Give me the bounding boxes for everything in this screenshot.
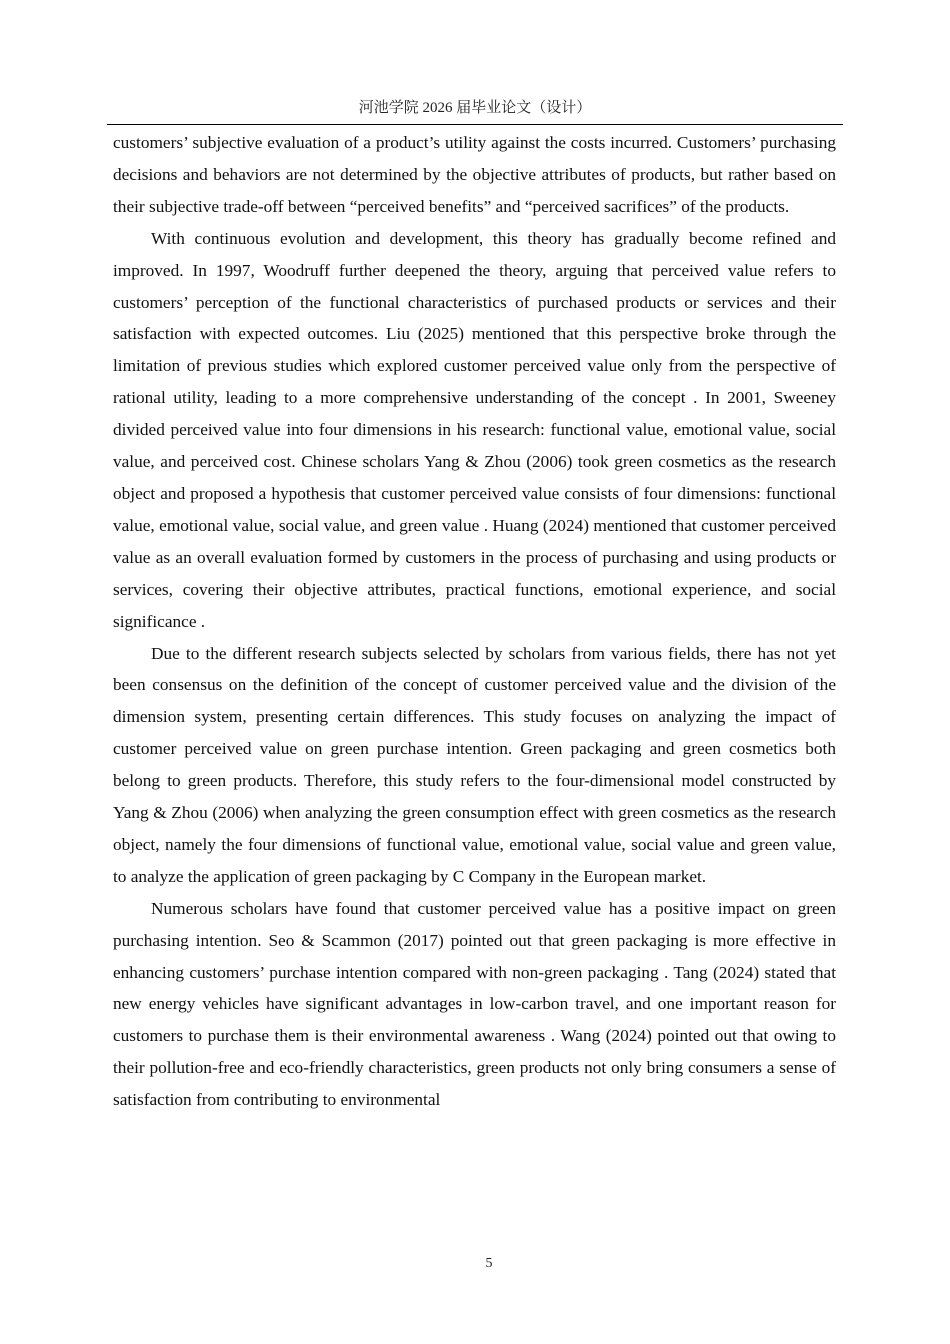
paragraph-dimension-model: Due to the different research subjects selected by scholars from various fields, there has not yet been consensus on the definition of the concept of customer perceived value and the division of the dimension system, presenting certain differences. This study focuses on analyzing the impact of customer perceived value on green purchase intention. Green packaging and green cosmetics both belong to green products. Therefore, this study refers to the four-dimensional model constructed by Yang & Zhou (2006) when analyzing the green consumption effect with green cosmetics as the research object, namely the four dimensions of functional value, emotional value, social value and green value, to analyze the application of green packaging by C Company in the European market. — [113, 643, 836, 886]
header-rule — [107, 124, 843, 125]
paragraph-continuation: customers’ subjective evaluation of a product’s utility against the costs incurred. Customers’ purchasing decisions and behaviors are not determined by the objective attributes of products, but rather based on their subjective trade-off between “perceived benefits” and “perceived sacrifices” of the products. — [113, 133, 836, 216]
body-text — [113, 127, 836, 1116]
page-number: 5 — [485, 1256, 493, 1271]
paragraph-purchase-intention: Numerous scholars have found that customer perceived value has a positive impact on green purchasing intention. Seo & Scammon (2017) pointed out that green packaging is more effective in enhancing customers’ purchase intention compared with non-green packaging . Tang (2024) stated that new energy vehicles have significant advantages in low-carbon travel, and one important reason for customers to purchase them is their environmental awareness . Wang (2024) pointed out that owing to their pollution-free and eco-friendly characteristics, green products not only bring consumers a sense of satisfaction from contributing to environmental — [113, 898, 836, 1110]
page-header: 河池学院 2026 届毕业论文（设计） — [358, 100, 592, 116]
paragraph-theory-evolution: With continuous evolution and development, this theory has gradually become refined and improved. In 1997, Woodruff further deepened the theory, arguing that perceived value refers to customers’ perception of the functional characteristics of purchased products or services and their satisfaction with expected outcomes. Liu (2025) mentioned that this perspective broke through the limitation of previous studies which explored customer perceived value only from the perspective of rational utility, leading to a more comprehensive understanding of the concept . In 2001, Sweeney divided perceived value into four dimensions in his research: functional value, emotional value, social value, and perceived cost. Chinese scholars Yang & Zhou (2006) took green cosmetics as the research object and proposed a hypothesis that customer perceived value consists of four dimensions: functional value, emotional value, social value, and green value . Huang (2024) mentioned that customer perceived value as an overall evaluation formed by customers in the process of purchasing and using products or services, covering their objective attributes, practical functions, emotional experience, and social significance . — [113, 228, 836, 631]
